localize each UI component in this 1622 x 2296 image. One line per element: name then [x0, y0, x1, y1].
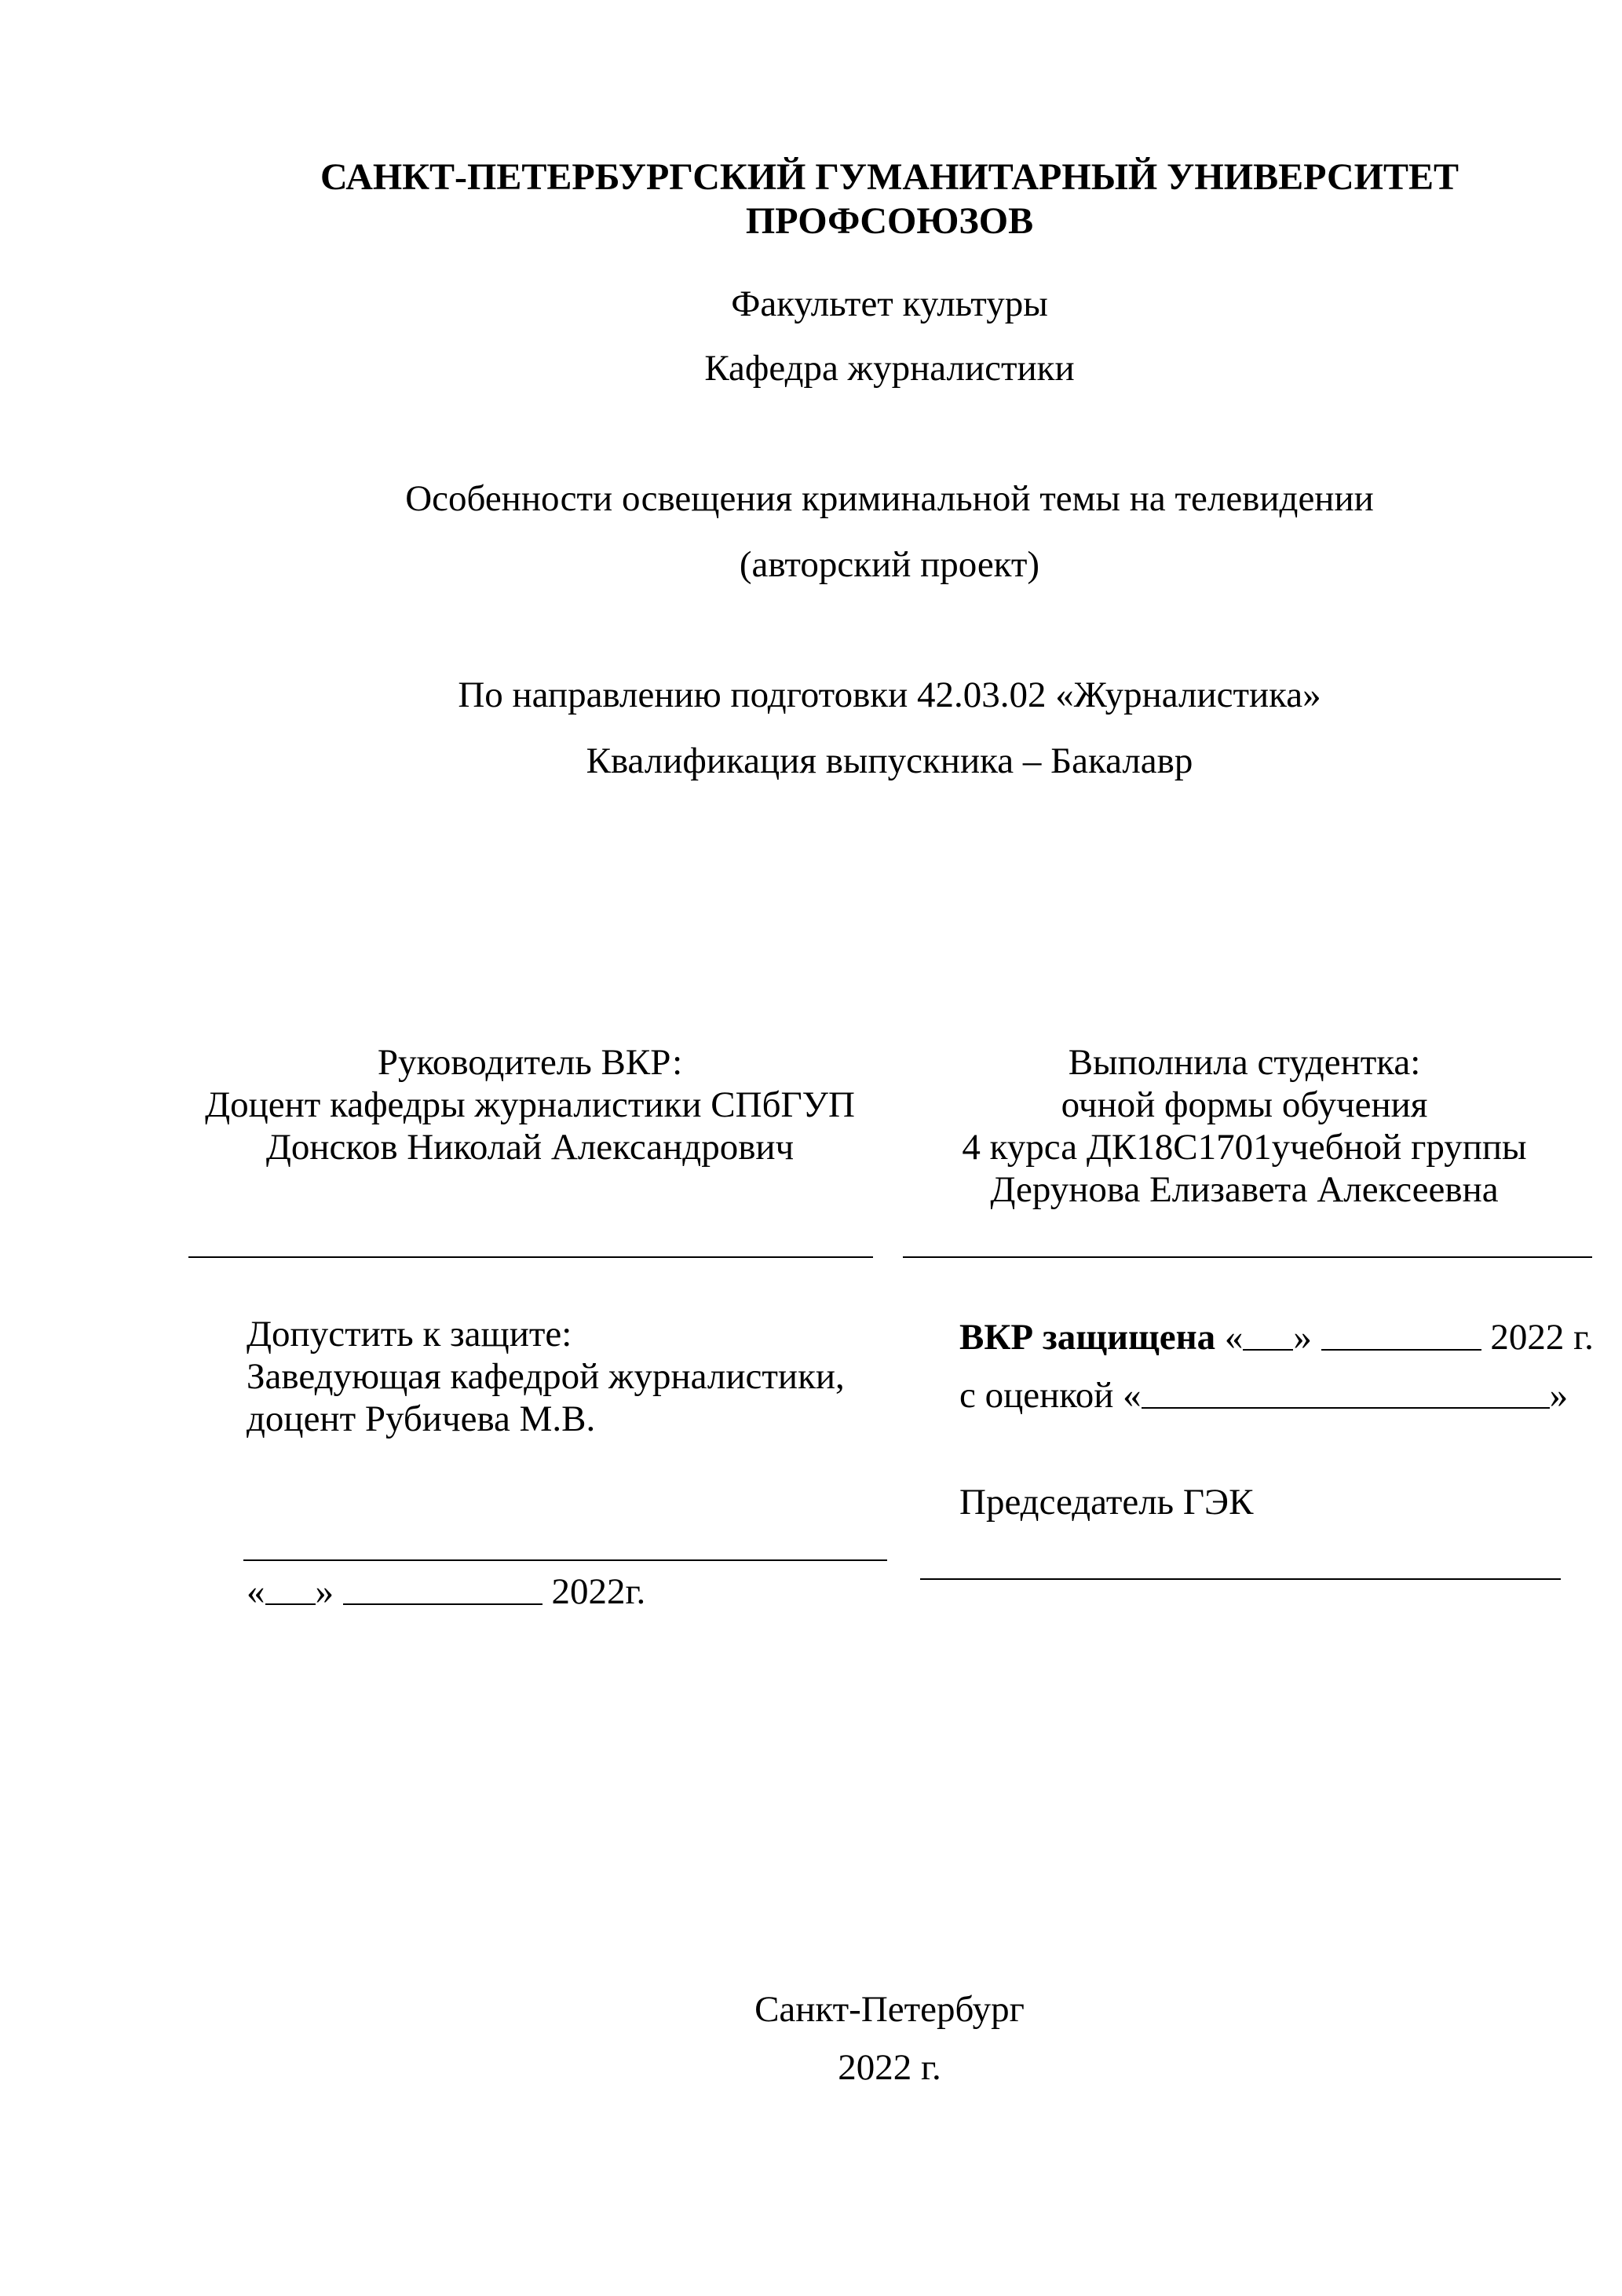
student-role: Выполнила студентка:: [1068, 1042, 1421, 1083]
direction: По направлению подготовки 42.03.02 «Журналистика»: [458, 675, 1321, 715]
admission-date: [247, 1570, 645, 1610]
defense-year: 2022 г.: [1490, 1317, 1594, 1358]
defense-chairman: Председатель ГЭК: [959, 1482, 1254, 1523]
footer-year: 2022 г.: [838, 2047, 941, 2088]
admission-head: Заведующая кафедрой журналистики,: [247, 1356, 845, 1397]
defense-date-close: »: [1293, 1317, 1312, 1358]
defense-date-open: «: [1224, 1317, 1244, 1358]
defense-grade: [959, 1374, 1568, 1414]
student-name: Дерунова Елизавета Алексеевна: [990, 1169, 1499, 1210]
admission-day-blank: [265, 1572, 316, 1605]
chairman-signature-line: [920, 1578, 1561, 1580]
supervisor-signature-line: [188, 1256, 873, 1258]
defense-day-blank: [1243, 1318, 1293, 1351]
defense-grade-blank: [1142, 1376, 1550, 1409]
admission-name: доцент Рубичева М.В.: [247, 1398, 596, 1439]
department: Кафедра журналистики: [704, 348, 1075, 389]
faculty: Факультет культуры: [731, 283, 1048, 324]
defense-status: [959, 1316, 1594, 1356]
defense-status-label: ВКР защищена: [959, 1317, 1216, 1358]
defense-grade-suffix: »: [1549, 1375, 1569, 1416]
student-group: 4 курса ДК18С1701учебной группы: [962, 1127, 1527, 1168]
footer-city: Санкт-Петербург: [754, 1989, 1025, 2030]
admission-year: 2022г.: [551, 1571, 646, 1612]
defense-grade-prefix: с оценкой «: [959, 1375, 1142, 1416]
thesis-subtitle: (авторский проект): [739, 544, 1040, 585]
admission-date-open: «: [247, 1571, 265, 1612]
admission-signature-line: [243, 1559, 887, 1561]
admission-month-blank: [343, 1572, 542, 1605]
supervisor-name: Донсков Николай Александрович: [265, 1127, 795, 1168]
student-form: очной формы обучения: [1061, 1084, 1428, 1125]
admission-label: Допустить к защите:: [247, 1314, 572, 1355]
supervisor-position: Доцент кафедры журналистики СПбГУП: [205, 1084, 855, 1125]
student-signature-line: [903, 1256, 1592, 1258]
thesis-title: Особенности освещения криминальной темы на телевидении: [405, 478, 1374, 519]
admission-date-close: »: [315, 1571, 334, 1612]
university-name-line1: САНКТ-ПЕТЕРБУРГСКИЙ ГУМАНИТАРНЫЙ УНИВЕРСИТЕТ: [320, 156, 1459, 198]
qualification: Квалификация выпускника – Бакалавр: [586, 740, 1193, 781]
defense-month-blank: [1321, 1318, 1481, 1351]
university-name-line2: ПРОФСОЮЗОВ: [745, 200, 1034, 242]
supervisor-role: Руководитель ВКР:: [377, 1042, 683, 1083]
